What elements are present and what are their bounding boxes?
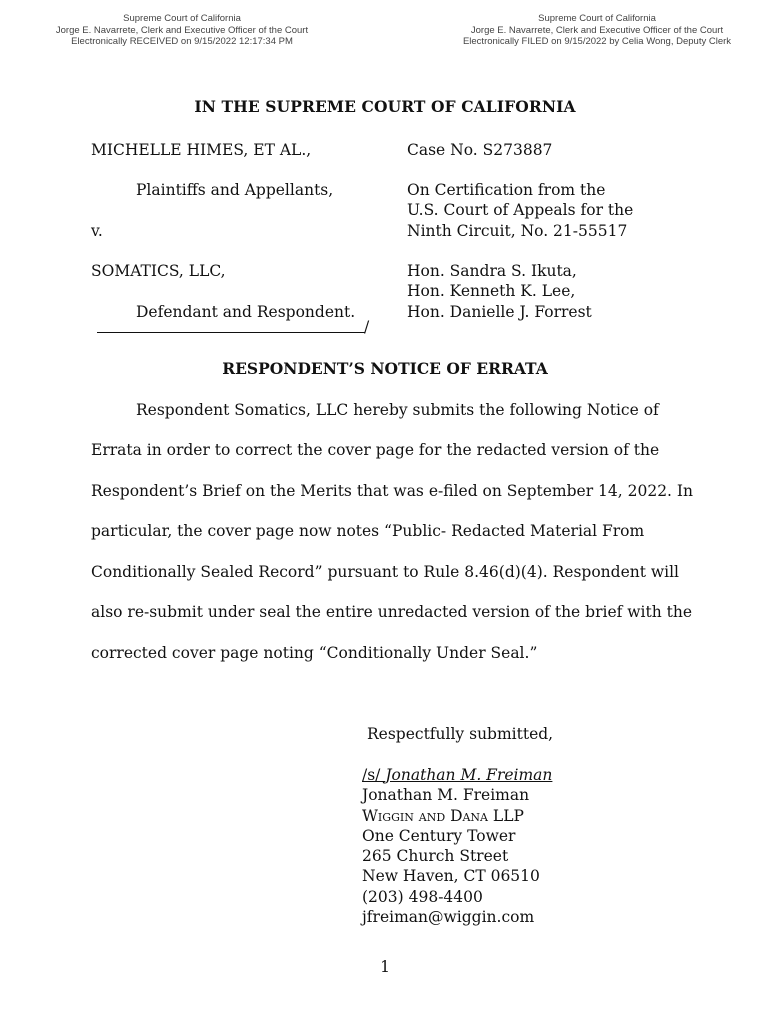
judge-name: Hon. Danielle J. Forrest <box>407 303 592 321</box>
body-line: Conditionally Sealed Record” pursuant to Rule 8.46(d)(4). Respondent will <box>91 563 680 581</box>
filing-stamp-filed <box>427 13 767 48</box>
stamp-court: Supreme Court of California <box>538 13 656 24</box>
certification-line: Ninth Circuit, No. 21-55517 <box>407 222 628 240</box>
electronic-signature <box>362 765 552 785</box>
caption-slash: / <box>364 318 370 336</box>
caption-rule <box>97 332 365 333</box>
address-line: 265 Church Street <box>362 847 509 866</box>
stamp-clerk: Jorge E. Navarrete, Clerk and Executive Officer of the Court <box>470 24 724 36</box>
body-line: Errata in order to correct the cover page for the redacted version of the <box>91 441 660 459</box>
address-line: One Century Tower <box>362 826 516 845</box>
body-line: corrected cover page noting “Conditionally Under Seal.” <box>91 644 538 662</box>
signature-block <box>362 765 552 927</box>
certification-line: U.S. Court of Appeals for the <box>407 201 634 219</box>
defendant-role: Defendant and Respondent. <box>136 303 356 321</box>
court-title: IN THE SUPREME COURT OF CALIFORNIA <box>194 97 576 116</box>
email: jfreiman@wiggin.com <box>362 908 535 927</box>
signature-name: Jonathan M. Freiman <box>385 766 553 784</box>
phone: (203) 498-4400 <box>362 887 483 906</box>
page-number: 1 <box>380 958 390 976</box>
stamp-filed: Electronically FILED on 9/15/2022 by Celia Wong, Deputy Clerk <box>462 36 732 47</box>
plaintiff-name: MICHELLE HIMES, ET AL., <box>91 141 312 159</box>
closing: Respectfully submitted, <box>367 725 554 743</box>
stamp-received: Electronically RECEIVED on 9/15/2022 12:17:34 PM <box>71 36 293 47</box>
body-line: Respondent Somatics, LLC hereby submits the following Notice of <box>136 401 659 419</box>
case-number: Case No. S273887 <box>407 141 553 159</box>
filing-stamp-received <box>12 13 352 48</box>
notice-title: RESPONDENT’S NOTICE OF ERRATA <box>222 359 548 378</box>
certification-line: On Certification from the <box>407 181 606 199</box>
body-line: also re-submit under seal the entire unredacted version of the brief with the <box>91 603 693 621</box>
stamp-court: Supreme Court of California <box>123 13 241 24</box>
judge-name: Hon. Sandra S. Ikuta, <box>407 262 577 280</box>
body-line: particular, the cover page now notes “Public- Redacted Material From <box>91 522 645 540</box>
attorney-name: Jonathan M. Freiman <box>362 786 530 805</box>
body-line: Respondent’s Brief on the Merits that was e-filed on September 14, 2022. In <box>91 482 694 500</box>
versus: v. <box>91 222 103 240</box>
law-firm: Wiggin and Dana LLP <box>362 806 524 825</box>
signature-prefix: /s/ <box>362 766 386 784</box>
plaintiff-role: Plaintiffs and Appellants, <box>136 181 334 199</box>
stamp-clerk: Jorge E. Navarrete, Clerk and Executive Officer of the Court <box>55 24 309 36</box>
judge-name: Hon. Kenneth K. Lee, <box>407 282 576 300</box>
address-city: New Haven, CT 06510 <box>362 867 540 886</box>
defendant-name: SOMATICS, LLC, <box>91 262 226 280</box>
